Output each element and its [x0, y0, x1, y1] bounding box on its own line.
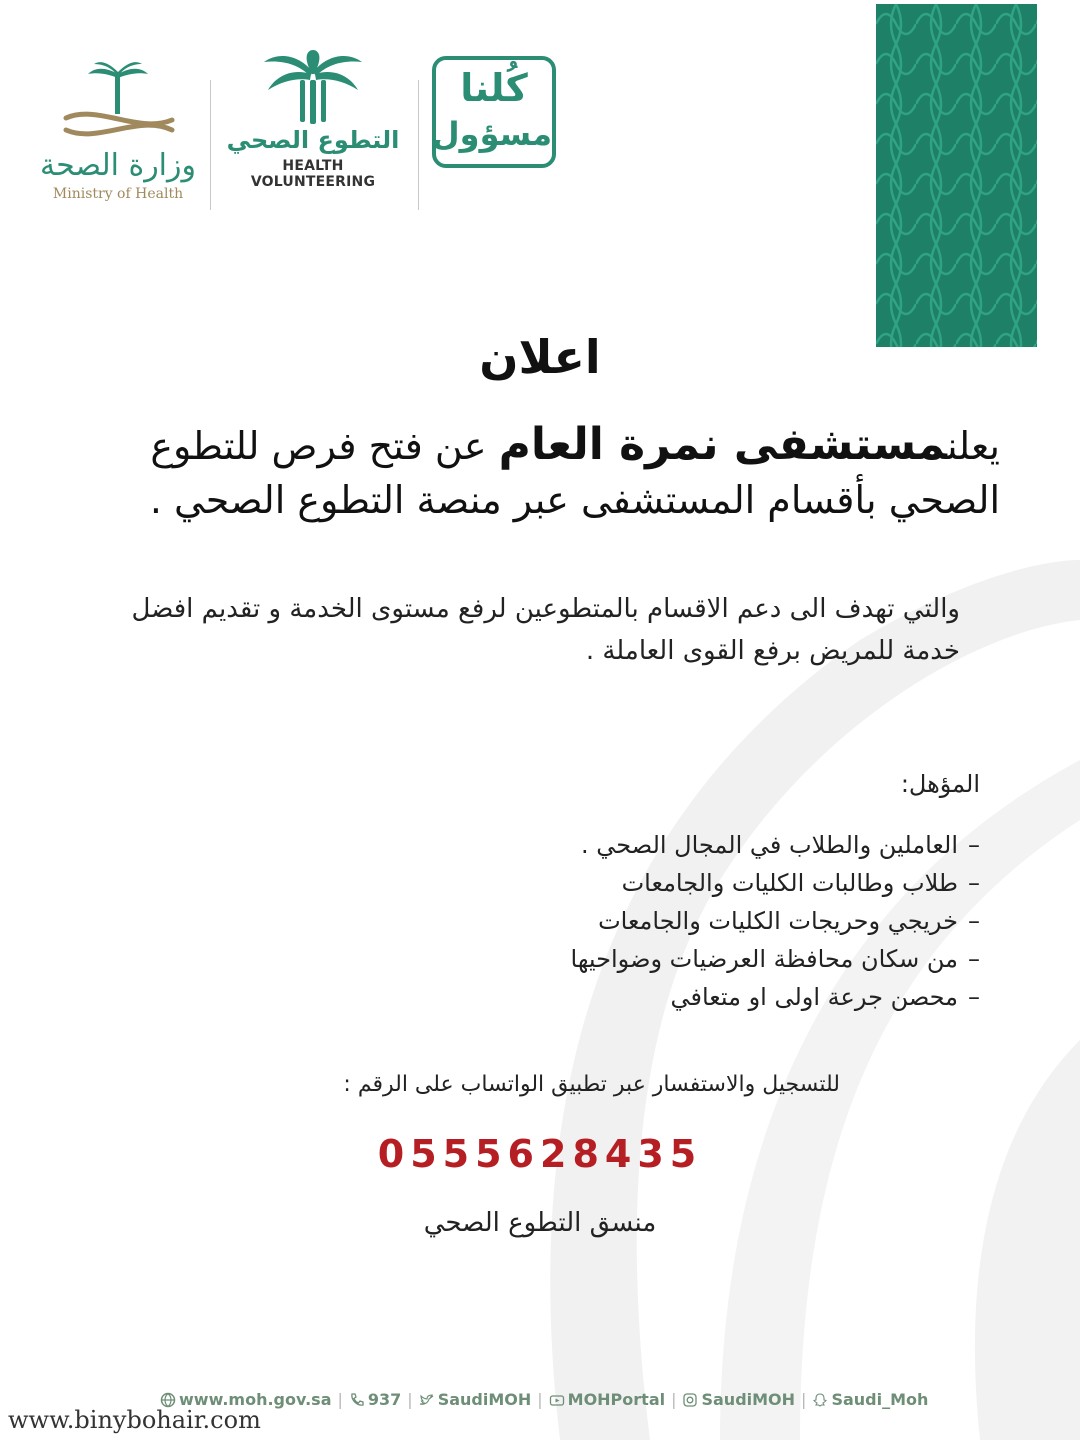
kulna-line1: كُلنا — [460, 66, 528, 110]
twitter-icon — [419, 1392, 435, 1408]
list-dash: – — [968, 869, 980, 897]
qualifications-heading: المؤهل: — [900, 770, 980, 798]
footer-snapchat[interactable]: Saudi_Moh — [812, 1390, 928, 1409]
list-dash: – — [968, 831, 980, 859]
header-logos — [38, 50, 578, 210]
hv-arabic-name: التطوع الصحي — [226, 126, 400, 154]
footer-instagram[interactable]: SaudiMOH — [682, 1390, 795, 1409]
instagram-icon — [682, 1392, 698, 1408]
list-dash: – — [968, 945, 980, 973]
footer-phone[interactable]: 937 — [349, 1390, 401, 1409]
whatsapp-phone-number[interactable]: 0555628435 — [377, 1132, 703, 1176]
lead-rest: عن فتح فرص للتطوع الصحي بأقسام المستشفى عبر منصة التطوع الصحي . — [149, 424, 1000, 522]
list-dash: – — [968, 983, 980, 1011]
announcement-lead — [60, 418, 1000, 527]
list-item: –محصن جرعة اولى او متعافي — [670, 983, 980, 1011]
site-watermark: www.binybohair.com — [8, 1406, 261, 1434]
lead-prefix: يعلن — [947, 424, 1000, 468]
announcement-intro: والتي تهدف الى دعم الاقسام بالمتطوعين لرفع مستوى الخدمة و تقديم افضل خدمة للمريض برفع القوى العاملة . — [131, 594, 960, 666]
kulna-line2: مسؤول — [431, 115, 552, 153]
kulna-masool-logo — [432, 56, 556, 168]
list-item: –طلاب وطالبات الكليات والجامعات — [621, 869, 980, 897]
youtube-icon — [549, 1392, 565, 1408]
logo-divider — [418, 80, 419, 210]
phone-icon — [349, 1392, 365, 1408]
moh-english-name: Ministry of Health — [52, 186, 184, 202]
hospital-name: مستشفى نمرة العام — [498, 419, 948, 470]
health-volunteering-logo — [218, 50, 408, 210]
footer-website[interactable]: www.moh.gov.sa — [160, 1390, 332, 1409]
logo-divider — [210, 80, 211, 210]
moh-arabic-name: وزارة الصحة — [40, 148, 196, 183]
footer-twitter[interactable]: SaudiMOH — [419, 1390, 532, 1409]
footer-contacts: www.moh.gov.sa | 937 | SaudiMOH | MOHPortal | SaudiMOH | Saudi_Moh — [160, 1390, 920, 1409]
palm-tree-icon — [258, 50, 368, 124]
announcement-title: اعلان — [479, 330, 601, 384]
palm-swords-icon — [38, 60, 198, 146]
qualifications-list — [300, 826, 980, 1016]
list-item: –خريجي وحريجات الكليات والجامعات — [598, 907, 980, 935]
list-item: –من سكان محافظة العرضيات وضواحيها — [570, 945, 980, 973]
moh-logo — [38, 60, 198, 210]
list-dash: – — [968, 907, 980, 935]
contact-label: للتسجيل والاستفسار عبر تطبيق الواتساب على الرقم : — [343, 1072, 840, 1097]
coordinator-signature: منسق التطوع الصحي — [423, 1208, 657, 1238]
green-pattern-block — [876, 4, 1037, 347]
hv-english-name: HEALTH VOLUNTEERING — [250, 158, 376, 190]
footer-youtube[interactable]: MOHPortal — [549, 1390, 665, 1409]
list-item: –العاملين والطلاب في المجال الصحي . — [581, 831, 980, 859]
snapchat-icon — [812, 1392, 828, 1408]
